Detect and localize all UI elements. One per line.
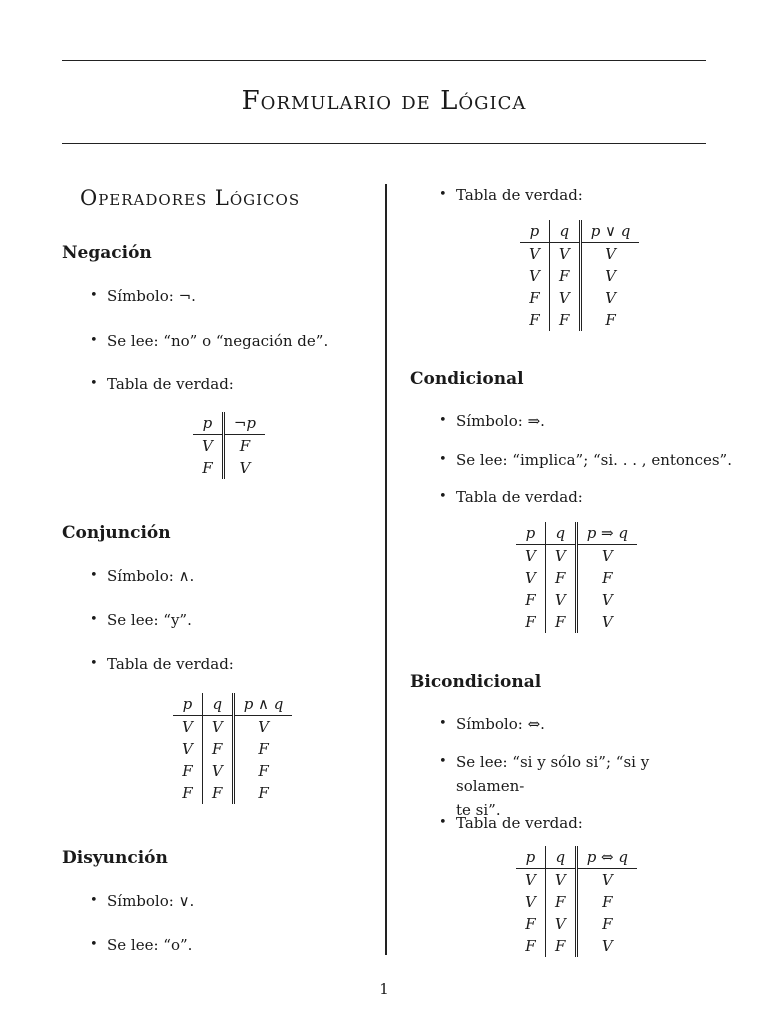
- list-item: [439, 712, 545, 736]
- table-cell: F: [520, 287, 549, 309]
- bullet-icon: •: [90, 568, 98, 583]
- section-title: Operadores Lógicos: [80, 186, 301, 210]
- table-cell: V: [601, 937, 613, 955]
- table-row: [520, 287, 639, 309]
- table-header: p ∧ q: [233, 693, 292, 716]
- heading-disyuncion: Disyunción: [62, 848, 168, 868]
- bullet-icon: •: [90, 376, 98, 391]
- truth-table-bicondicional: [516, 846, 637, 957]
- table-cell: V: [516, 869, 545, 892]
- table-header: p ⇒ q: [576, 522, 637, 545]
- bullet-icon: •: [439, 187, 447, 202]
- heading-condicional: Condicional: [410, 369, 524, 389]
- table-row: [516, 891, 637, 913]
- table-cell: F: [605, 311, 616, 329]
- table-header: q: [545, 846, 576, 869]
- table-cell: V: [202, 716, 233, 739]
- table-row: [516, 869, 637, 892]
- table-header: q: [545, 522, 576, 545]
- table-row: [173, 738, 292, 760]
- table-cell: V: [545, 589, 576, 611]
- table-cell: V: [605, 245, 616, 263]
- truth-table-condicional: [516, 522, 637, 633]
- list-item: [90, 284, 196, 308]
- table-header: p ∨ q: [580, 220, 639, 243]
- bullet-icon: •: [90, 656, 98, 671]
- column-divider: [385, 184, 387, 955]
- list-item: [90, 329, 329, 353]
- bullet-icon: •: [439, 815, 447, 830]
- table-header: p: [193, 412, 223, 435]
- table-cell: F: [520, 309, 549, 331]
- table-cell: V: [173, 738, 202, 760]
- table-row: [173, 782, 292, 804]
- table-cell: V: [173, 716, 202, 739]
- bicondicional-table-label: Tabla de verdad:: [456, 814, 583, 832]
- table-header: p: [520, 220, 549, 243]
- truth-table-conjuncion: [173, 693, 292, 804]
- bicondicional-symbol: Símbolo: ⇔.: [456, 715, 545, 733]
- heading-negacion: Negación: [62, 243, 152, 263]
- title-bottom-rule: [62, 143, 706, 144]
- list-item: [90, 372, 234, 396]
- table-cell: F: [545, 611, 576, 633]
- negacion-reading: Se lee: “no” o “negación de”.: [107, 332, 329, 350]
- table-row: [193, 435, 265, 458]
- bullet-icon: •: [439, 754, 447, 769]
- table-cell: F: [602, 915, 613, 933]
- table-cell: F: [258, 762, 269, 780]
- table-cell: V: [545, 913, 576, 935]
- table-cell: F: [545, 567, 576, 589]
- bicondicional-reading-cont: te si”.: [456, 801, 501, 819]
- table-cell: F: [602, 893, 613, 911]
- table-cell: V: [549, 243, 580, 266]
- conjuncion-reading: Se lee: “y”.: [107, 611, 192, 629]
- condicional-symbol: Símbolo: ⇒.: [456, 412, 545, 430]
- table-cell: F: [239, 437, 251, 455]
- bullet-icon: •: [90, 333, 98, 348]
- table-row: [516, 913, 637, 935]
- table-row: [516, 611, 637, 633]
- table-header: p: [516, 522, 545, 545]
- table-cell: V: [258, 718, 269, 736]
- table-cell: F: [258, 784, 269, 802]
- table-cell: F: [516, 935, 545, 957]
- table-header: ¬p: [223, 412, 265, 435]
- table-cell: V: [520, 265, 549, 287]
- table-cell: V: [601, 547, 613, 565]
- table-cell: V: [605, 267, 616, 285]
- disyuncion-symbol: Símbolo: ∨.: [107, 892, 195, 910]
- bullet-icon: •: [90, 288, 98, 303]
- truth-table-negacion: [193, 412, 265, 479]
- list-item: [90, 608, 192, 632]
- table-cell: F: [516, 589, 545, 611]
- table-cell: F: [549, 309, 580, 331]
- bullet-icon: •: [90, 612, 98, 627]
- list-item: [90, 933, 193, 957]
- page-number: 1: [379, 980, 389, 998]
- table-cell: V: [549, 287, 580, 309]
- table-cell: V: [601, 591, 613, 609]
- table-cell: F: [516, 913, 545, 935]
- list-item: [439, 183, 583, 207]
- conjuncion-symbol: Símbolo: ∧.: [107, 567, 195, 585]
- table-cell: F: [602, 569, 613, 587]
- table-cell: V: [545, 869, 576, 892]
- condicional-reading: Se lee: “implica”; “si. . . , entonces”.: [456, 451, 732, 469]
- table-cell: V: [601, 613, 613, 631]
- table-cell: V: [601, 871, 613, 889]
- list-item: [439, 811, 583, 835]
- list-item: [439, 409, 545, 433]
- table-header: p ⇔ q: [576, 846, 637, 869]
- list-item: [90, 564, 195, 588]
- table-header: q: [549, 220, 580, 243]
- table-cell: V: [545, 545, 576, 568]
- heading-bicondicional: Bicondicional: [410, 672, 542, 692]
- table-cell: V: [520, 243, 549, 266]
- table-cell: F: [549, 265, 580, 287]
- table-cell: F: [545, 935, 576, 957]
- bullet-icon: •: [90, 937, 98, 952]
- heading-conjuncion: Conjunción: [62, 523, 171, 543]
- table-row: [516, 545, 637, 568]
- negacion-table-label: Tabla de verdad:: [107, 375, 234, 393]
- table-cell: V: [516, 891, 545, 913]
- table-cell: F: [173, 760, 202, 782]
- table-row: [516, 589, 637, 611]
- list-item: [439, 485, 583, 509]
- list-item: [439, 448, 732, 472]
- table-header: q: [202, 693, 233, 716]
- top-rule: [62, 60, 706, 61]
- table-cell: F: [545, 891, 576, 913]
- table-cell: F: [258, 740, 269, 758]
- disyuncion-table-label: Tabla de verdad:: [456, 186, 583, 204]
- table-cell: V: [516, 567, 545, 589]
- conjuncion-table-label: Tabla de verdad:: [107, 655, 234, 673]
- table-row: [520, 309, 639, 331]
- bullet-icon: •: [439, 413, 447, 428]
- bullet-icon: •: [439, 452, 447, 467]
- bullet-icon: •: [439, 716, 447, 731]
- table-cell: F: [193, 457, 223, 479]
- table-cell: V: [239, 459, 251, 477]
- page-title: Formulario de Lógica: [241, 86, 527, 116]
- table-header: p: [516, 846, 545, 869]
- table-row: [173, 716, 292, 739]
- table-row: [193, 457, 265, 479]
- table-cell: F: [516, 611, 545, 633]
- table-cell: F: [202, 782, 233, 804]
- bicondicional-reading: Se lee: “si y sólo si”; “si y solamen-: [456, 753, 650, 795]
- table-cell: V: [605, 289, 616, 307]
- table-row: [520, 265, 639, 287]
- bullet-icon: •: [439, 489, 447, 504]
- table-cell: F: [202, 738, 233, 760]
- table-row: [173, 760, 292, 782]
- disyuncion-reading: Se lee: “o”.: [107, 936, 193, 954]
- table-cell: F: [173, 782, 202, 804]
- table-row: [516, 567, 637, 589]
- negacion-symbol: Símbolo: ¬.: [107, 287, 196, 305]
- table-header: p: [173, 693, 202, 716]
- table-row: [516, 935, 637, 957]
- table-cell: V: [202, 760, 233, 782]
- table-cell: V: [516, 545, 545, 568]
- truth-table-disyuncion: [520, 220, 639, 331]
- condicional-table-label: Tabla de verdad:: [456, 488, 583, 506]
- table-row: [520, 243, 639, 266]
- bullet-icon: •: [90, 893, 98, 908]
- list-item: [90, 889, 195, 913]
- list-item: [90, 652, 234, 676]
- table-cell: V: [193, 435, 223, 458]
